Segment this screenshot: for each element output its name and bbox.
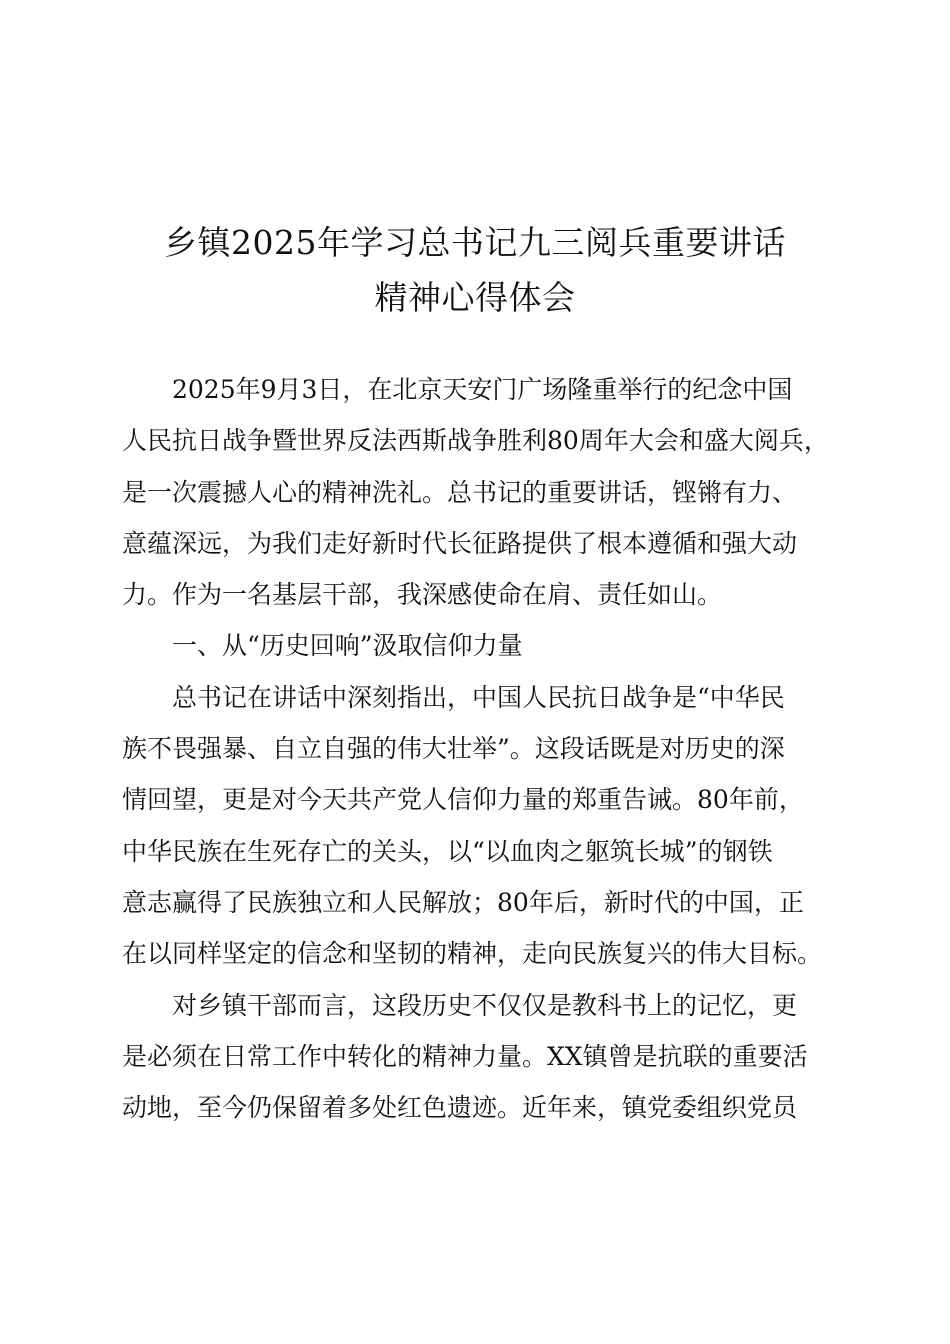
- document-body: [122, 364, 842, 1133]
- paragraph-2-line: 意志赢得了民族独立和人民解放；80年后，新时代的中国，正: [122, 887, 804, 917]
- document-title-line-1: 乡镇2025年学习总书记九三阅兵重要讲话: [164, 223, 786, 262]
- paragraph-3-line: 是必须在日常工作中转化的精神力量。XX镇曾是抗联的重要活: [122, 1041, 808, 1071]
- paragraph-3-line: 动地，至今仍保留着多处红色遗迹。近年来，镇党委组织党员: [122, 1093, 798, 1123]
- document-title-line-2: 精神心得体会: [374, 278, 576, 317]
- paragraph-2-line: 总书记在讲话中深刻指出，中国人民抗日战争是“中华民: [172, 682, 785, 712]
- paragraph-1-line: 是一次震撼人心的精神洗礼。总书记的重要讲话，铿锵有力、: [122, 477, 798, 507]
- paragraph-2-line: 中华民族在生死存亡的关头，以“以血肉之躯筑长城”的钢铁: [122, 836, 773, 866]
- paragraph-1-line: 2025年9月3日，在北京天安门广场隆重举行的纪念中国: [172, 375, 793, 404]
- paragraph-2-line: 情回望，更是对今天共产党人信仰力量的郑重告诫。80年前，: [122, 785, 804, 815]
- paragraph-3-line: 对乡镇干部而言，这段历史不仅仅是教科书上的记忆，更: [172, 990, 798, 1020]
- paragraph-1-line: 力。作为一名基层干部，我深感使命在肩、责任如山。: [122, 580, 723, 610]
- paragraph-2-line: 在以同样坚定的信念和坚韧的精神，走向民族复兴的伟大目标。: [122, 939, 823, 969]
- section-heading-1: 一、从“历史回响”汲取信仰力量: [172, 631, 523, 661]
- paragraph-1-line: 意蕴深远，为我们走好新时代长征路提供了根本遵循和强大动: [122, 528, 798, 558]
- paragraph-1-line: 人民抗日战争暨世界反法西斯战争胜利80周年大会和盛大阅兵，: [122, 426, 829, 456]
- paragraph-2-line: 族不畏强暴、自立自强的伟大壮举”。这段话既是对历史的深: [122, 734, 785, 764]
